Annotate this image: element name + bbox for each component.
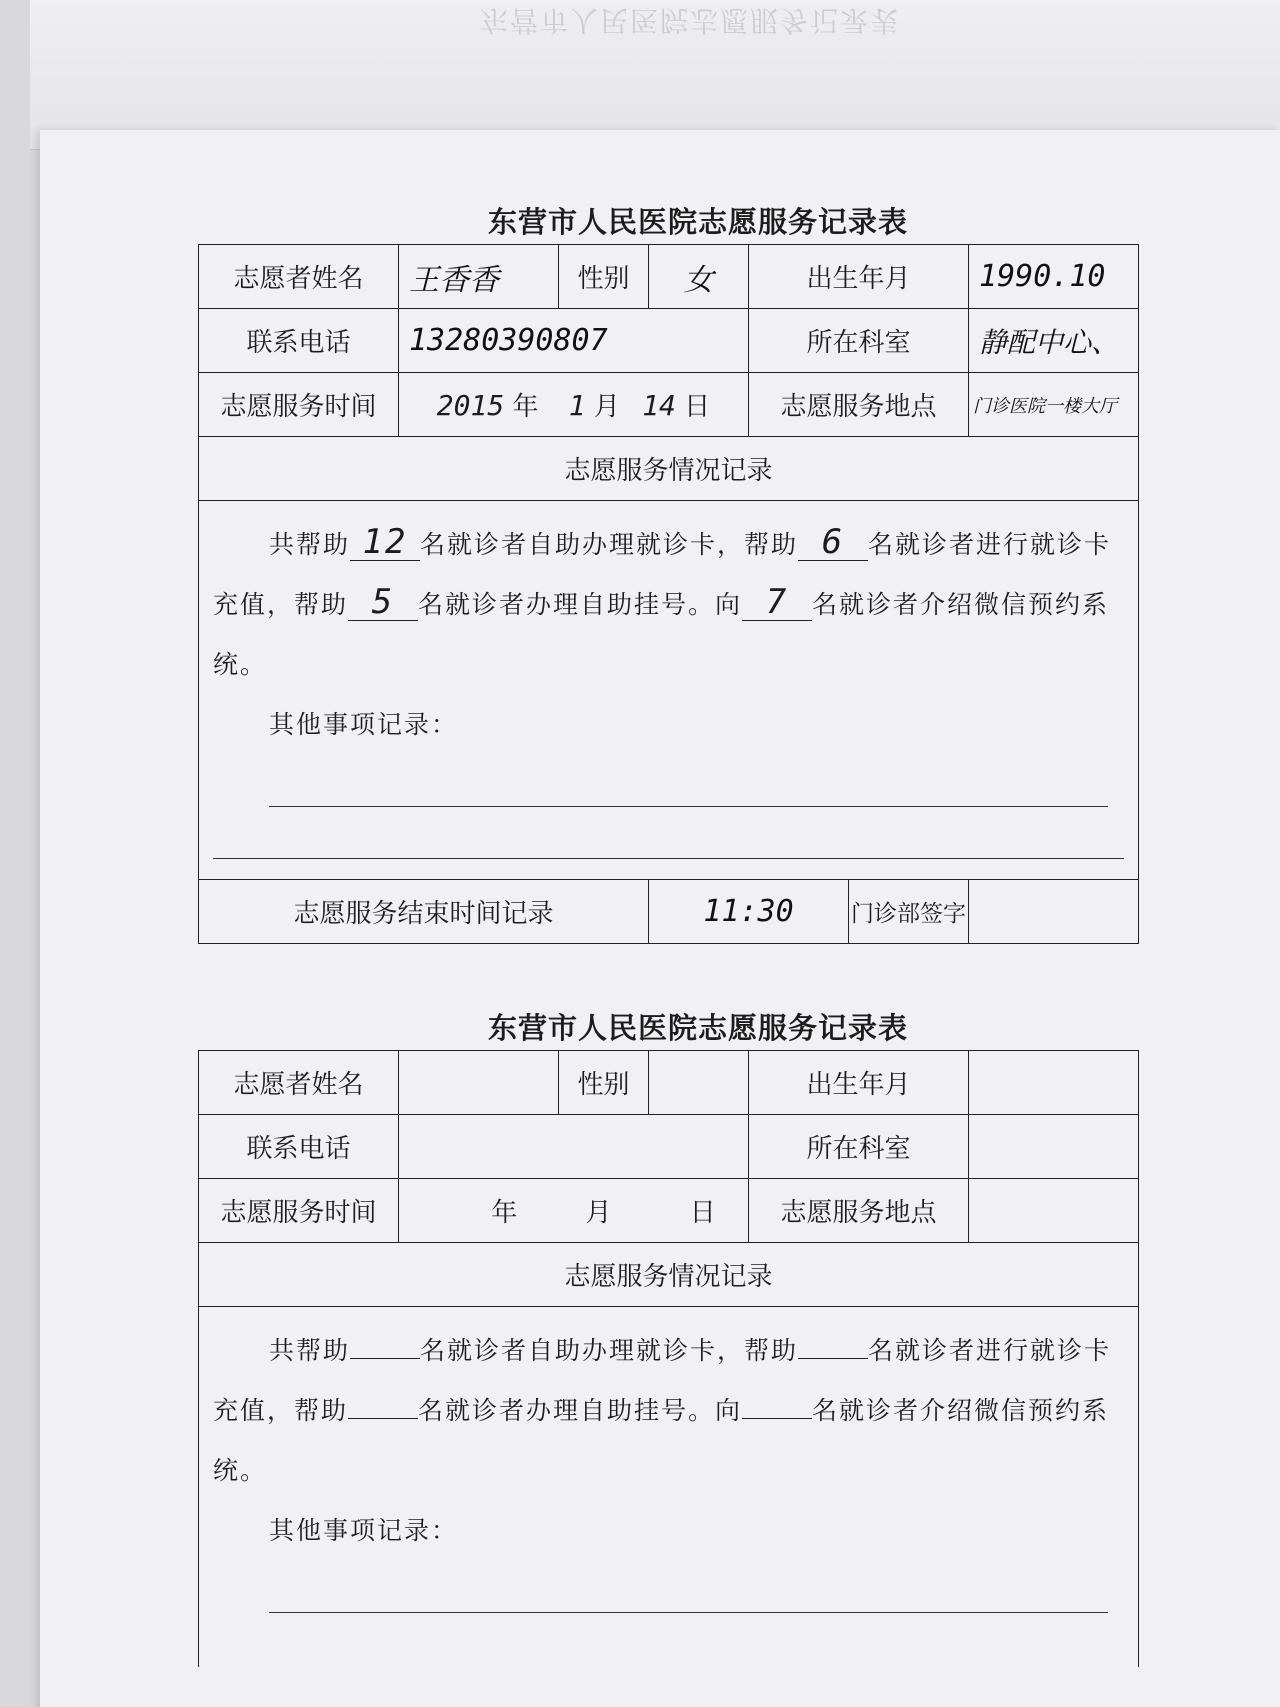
value-year: 2015 (436, 389, 505, 422)
value-name[interactable]: 王香香 (399, 245, 559, 309)
row-service-time (199, 1179, 1139, 1243)
label-service-time: 志愿服务时间 (199, 1179, 399, 1243)
blank-card-count[interactable]: 12 (350, 524, 420, 561)
value-month: 1 (568, 389, 586, 422)
notes-line[interactable] (213, 807, 1124, 859)
label-phone: 联系电话 (199, 1115, 399, 1179)
value-service-date[interactable] (399, 1179, 749, 1243)
value-gender[interactable] (649, 1051, 749, 1115)
label-location: 志愿服务地点 (749, 1179, 969, 1243)
row-service-time (199, 373, 1139, 437)
record-text: 名就诊者自助办理就诊卡，帮助 (420, 530, 799, 559)
value-signature[interactable] (969, 880, 1139, 944)
label-gender: 性别 (559, 245, 649, 309)
row-record-header (199, 437, 1139, 501)
record-text: 名就诊者办理自助挂号。向 (418, 1396, 743, 1425)
value-end-time[interactable]: 11:30 (649, 880, 849, 944)
label-department: 所在科室 (749, 309, 969, 373)
blank-wechat-count[interactable] (742, 1418, 812, 1419)
record-text: 名就诊者办理自助挂号。向 (418, 590, 743, 619)
record-text: 名就诊者自助办理就诊卡，帮助 (420, 1336, 799, 1365)
record-paragraph (213, 1321, 1124, 1501)
record-text: 名就诊者介绍微信预约系统。 (213, 1396, 1110, 1485)
label-day: 日 (684, 392, 711, 422)
record-form-1 (198, 200, 1198, 944)
form-title: 东营市人民医院志愿服务记录表 (487, 1011, 908, 1045)
record-form-2 (198, 1006, 1198, 1667)
blank-wechat-count[interactable]: 7 (742, 584, 812, 621)
form-page (40, 130, 1280, 1707)
value-location[interactable]: 门诊医院一楼大厅 (969, 373, 1139, 437)
row-phone (199, 309, 1139, 373)
row-end-time (199, 880, 1139, 944)
record-paragraph (213, 515, 1124, 695)
label-end-time: 志愿服务结束时间记录 (199, 880, 649, 944)
form-table (198, 1050, 1139, 1667)
label-service-time: 志愿服务时间 (199, 373, 399, 437)
label-name: 志愿者姓名 (199, 245, 399, 309)
row-record-header (199, 1243, 1139, 1307)
label-signature: 门诊部签字 (849, 880, 969, 944)
blank-register-count[interactable]: 5 (348, 584, 418, 621)
record-text: 共帮助 (269, 1336, 351, 1365)
label-year: 年 (491, 1198, 518, 1228)
row-name (199, 1051, 1139, 1115)
other-notes-label: 其他事项记录： (269, 710, 459, 739)
value-name[interactable] (399, 1051, 559, 1115)
record-text: 名就诊者进行就诊卡充值，帮助 (213, 1336, 1112, 1425)
record-body (199, 501, 1139, 880)
label-month: 月 (593, 392, 620, 422)
label-name: 志愿者姓名 (199, 1051, 399, 1115)
form-title: 东营市人民医院志愿服务记录表 (487, 205, 908, 239)
value-department[interactable] (969, 1115, 1139, 1179)
label-gender: 性别 (559, 1051, 649, 1115)
blank-register-count[interactable] (348, 1418, 418, 1419)
label-department: 所在科室 (749, 1115, 969, 1179)
value-gender[interactable]: 女 (649, 245, 749, 309)
row-phone (199, 1115, 1139, 1179)
value-day: 14 (642, 389, 676, 422)
label-location: 志愿服务地点 (749, 373, 969, 437)
value-birth[interactable]: 1990.10 (969, 245, 1139, 309)
record-header: 志愿服务情况记录 (199, 437, 1139, 501)
label-month: 月 (585, 1198, 612, 1228)
blank-recharge-count[interactable]: 6 (798, 524, 868, 561)
other-notes-label: 其他事项记录： (269, 1516, 459, 1545)
notes-line[interactable] (269, 755, 1108, 807)
label-day: 日 (689, 1198, 716, 1228)
bleed-through-text: 东营市人民医院志愿服务记录表 (480, 4, 901, 37)
blank-recharge-count[interactable] (798, 1358, 868, 1359)
blank-card-count[interactable] (350, 1358, 420, 1359)
form-table (198, 244, 1139, 944)
row-name (199, 245, 1139, 309)
label-year: 年 (512, 392, 539, 422)
notes-line[interactable] (269, 1561, 1108, 1613)
value-birth[interactable] (969, 1051, 1139, 1115)
value-location[interactable] (969, 1179, 1139, 1243)
record-header: 志愿服务情况记录 (199, 1243, 1139, 1307)
label-birth: 出生年月 (749, 245, 969, 309)
label-birth: 出生年月 (749, 1051, 969, 1115)
value-phone[interactable] (399, 1115, 749, 1179)
record-text: 名就诊者介绍微信预约系统。 (213, 590, 1110, 679)
previous-page-edge (30, 0, 1280, 150)
row-record-body (199, 1307, 1139, 1667)
value-service-date[interactable] (399, 373, 749, 437)
record-body (199, 1307, 1139, 1667)
label-phone: 联系电话 (199, 309, 399, 373)
value-phone[interactable]: 13280390807 (399, 309, 749, 373)
value-department[interactable]: 静配中心、 (969, 309, 1139, 373)
record-text: 共帮助 (269, 530, 351, 559)
record-text: 名就诊者进行就诊卡充值，帮助 (213, 530, 1112, 619)
row-record-body (199, 501, 1139, 880)
